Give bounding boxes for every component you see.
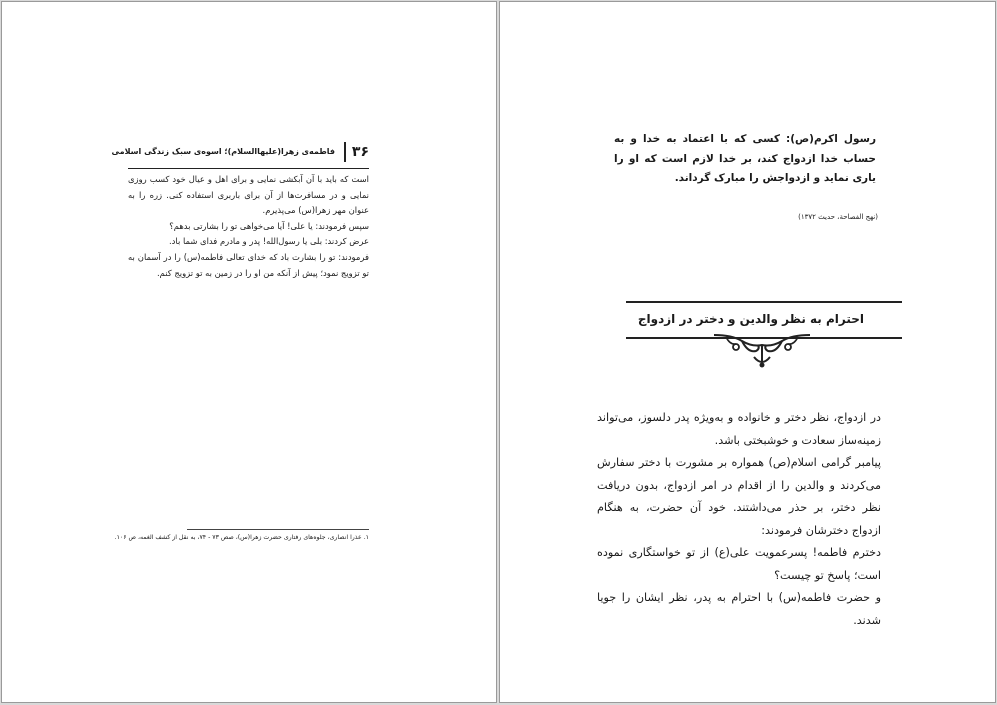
left-page [1,1,497,703]
hadith-quote [614,130,876,189]
hadith-text: رسول اکرم(ص): کسی که با اعتماد به خدا و به حساب خدا ازدواج کند، بر خدا لازم است که او را یاری نماید و ازدواجش را مبارک گرداند. [614,133,876,184]
right-page [499,1,996,703]
running-title: فاطمه‌ی زهرا(علیهاالسلام)؛ اسوه‌ی سبک زندگی اسلامی [111,147,335,156]
paragraph: و حضرت فاطمه(س) با احترام به پدر، نظر ایشان را جویا شدند. [597,591,881,627]
paragraph: پیامبر گرامی اسلام(ص) همواره بر مشورت با دختر سفارش می‌کردند و والدین را از اقدام در امر ازدواج، بدون دریافت نظر دختر، بر حذر می‌داشتند. خود آن حضرت، به هنگام ازدواج دخترشان فرمودند: [597,456,881,537]
paragraph: دخترم فاطمه! پسرعمویت علی(ع) از تو خواستگاری نموده است؛ پاسخ تو چیست؟ [597,546,881,582]
page-number: ۳۶ [344,142,369,162]
ornament-icon [712,331,812,371]
left-body-text [128,172,369,281]
paragraph: فرمودند: تو را بشارت باد که خدای تعالی فاطمه(س) را در آسمان به تو تزویج نمود؛ پیش از آنکه من او را در زمین به تو تزویج کنم. [128,251,369,278]
paragraph: سپس فرمودند: یا علی! آیا می‌خواهی تو را بشارتی بدهم؟ [169,220,369,231]
section-heading: احترام به نظر والدین و دختر در ازدواج [637,312,864,326]
paragraph: است که باید با آن آبکشی نمایی و برای اهل و عیال خود کسب روزی نمایی و در مسافرت‌ها از آن برای باربری استفاده کنی. زره را به عنوان مهر زهرا(س) می‌پذیرم. [128,174,369,216]
footnote-divider [187,529,369,530]
footnote: ۱. عذرا انصاری، جلوه‌های رفتاری حضرت زهرا(س)، صص ۷۳ - ۷۴، به نقل از کشف الغمه، ص ۱۰۶. [114,534,369,541]
right-body-text [597,407,881,632]
hadith-source: (نهج الفصاحة، حدیث ۱۳۷۲) [798,213,878,221]
paragraph: در ازدواج، نظر دختر و خانواده و به‌ویژه پدر دلسوز، می‌تواند زمینه‌ساز سعادت و خوشبختی باشد. [597,411,881,447]
paragraph: عرض کردند: بلی یا رسول‌الله! پدر و مادرم فدای شما باد. [169,236,369,247]
running-header [111,142,369,169]
